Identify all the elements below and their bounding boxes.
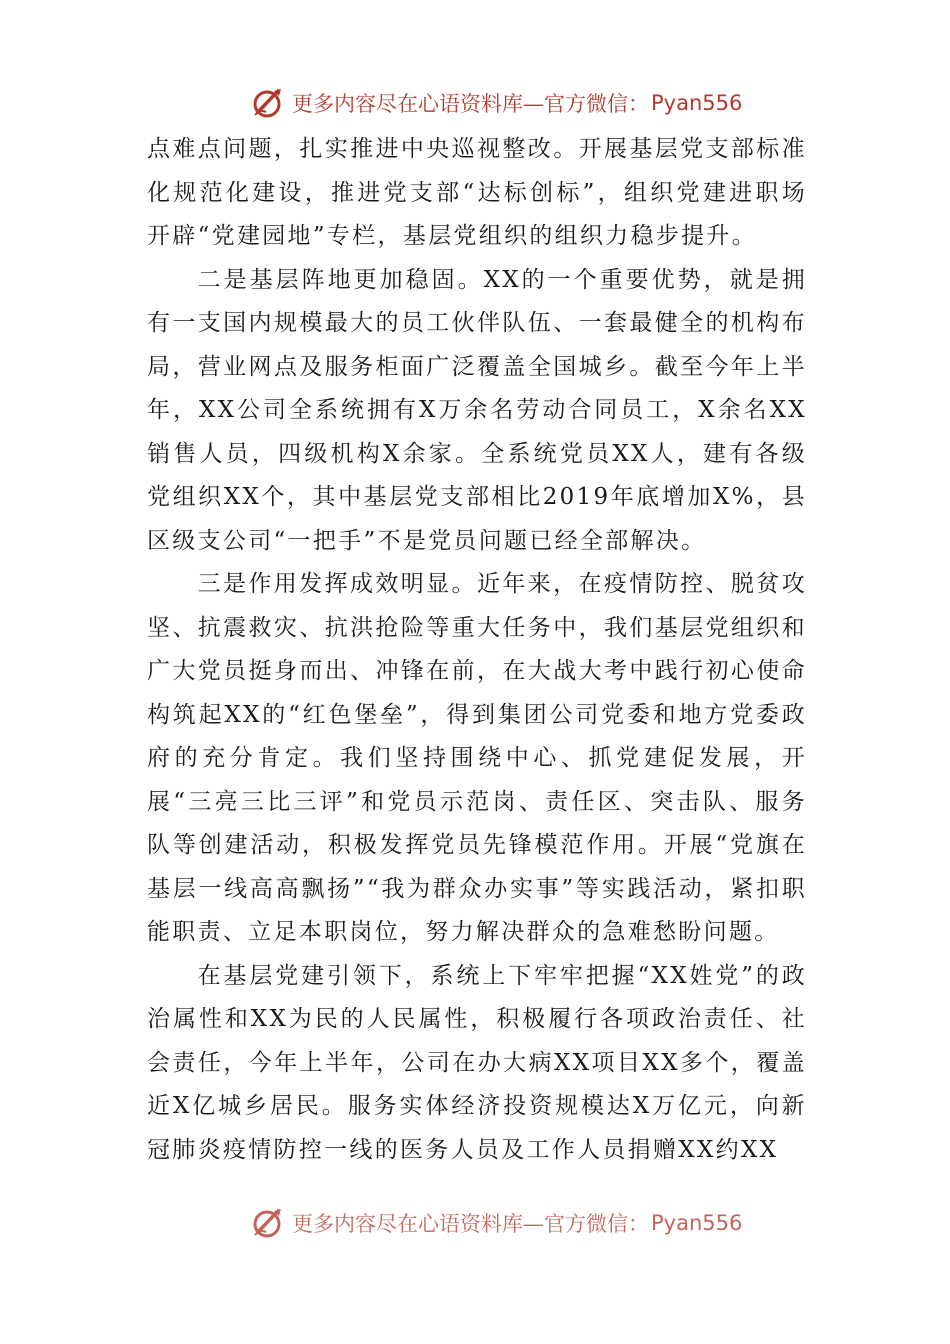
paragraph-3: 三是作用发挥成效明显。近年来，在疫情防控、脱贫攻坚、抗震救灾、抗洪抢险等重大任务中，我们基层党组织和广大党员挺身而出、冲锋在前，在大战大考中践行初心使命构筑起XX的“红色堡垒”，得到集团公司党委和地方党委政府的充分肯定。我们坚持围绕中心、抓党建促发展，开展“三亮三比三评”和党员示范岗、责任区、突击队、服务队等创建活动，积极发挥党员先锋模范作用。开展“党旗在基层一线高高飘扬”“我为群众办实事”等实践活动，紧扣职能职责、立足本职岗位，努力解决群众的急难愁盼问题。 xyxy=(147,571,807,945)
watermark-wechat-id: Pyan556 xyxy=(651,91,743,115)
paragraph-1: 点难点问题，扎实推进中央巡视整改。开展基层党支部标准化规范化建设，推进党支部“达标创标”，组织党建进职场开辟“党建园地”专栏，基层党组织的组织力稳步提升。 xyxy=(147,136,807,249)
paragraph-4: 在基层党建引领下，系统上下牢牢把握“XX姓党”的政治属性和XX为民的人民属性，积极履行各项政治责任、社会责任，今年上半年，公司在办大病XX项目XX多个，覆盖近X亿城乡居民。服务实体经济投资规模达X万亿元，向新冠肺炎疫情防控一线的医务人员及工作人员捐赠XX约XX xyxy=(147,962,807,1163)
pen-swirl-icon xyxy=(250,85,286,121)
paragraph-2: 二是基层阵地更加稳固。XX的一个重要优势，就是拥有一支国内规模最大的员工伙伴队伍、一套最健全的机构布局，营业网点及服务柜面广泛覆盖全国城乡。截至今年上半年，XX公司全系统拥有X万余名劳动合同员工，X余名XX销售人员，四级机构X余家。全系统党员XX人，建有各级党组织XX个，其中基层党支部相比2019年底增加X%，县区级支公司“一把手”不是党员问题已经全部解决。 xyxy=(147,266,807,554)
watermark-footer xyxy=(250,1203,742,1243)
pen-swirl-icon xyxy=(250,1205,286,1241)
watermark-header xyxy=(250,83,742,123)
document-body xyxy=(147,128,807,1172)
watermark-wechat-id: Pyan556 xyxy=(651,1211,743,1235)
watermark-text: 更多内容尽在心语资料库—官方微信： xyxy=(292,1212,649,1236)
watermark-text: 更多内容尽在心语资料库—官方微信： xyxy=(292,92,649,116)
